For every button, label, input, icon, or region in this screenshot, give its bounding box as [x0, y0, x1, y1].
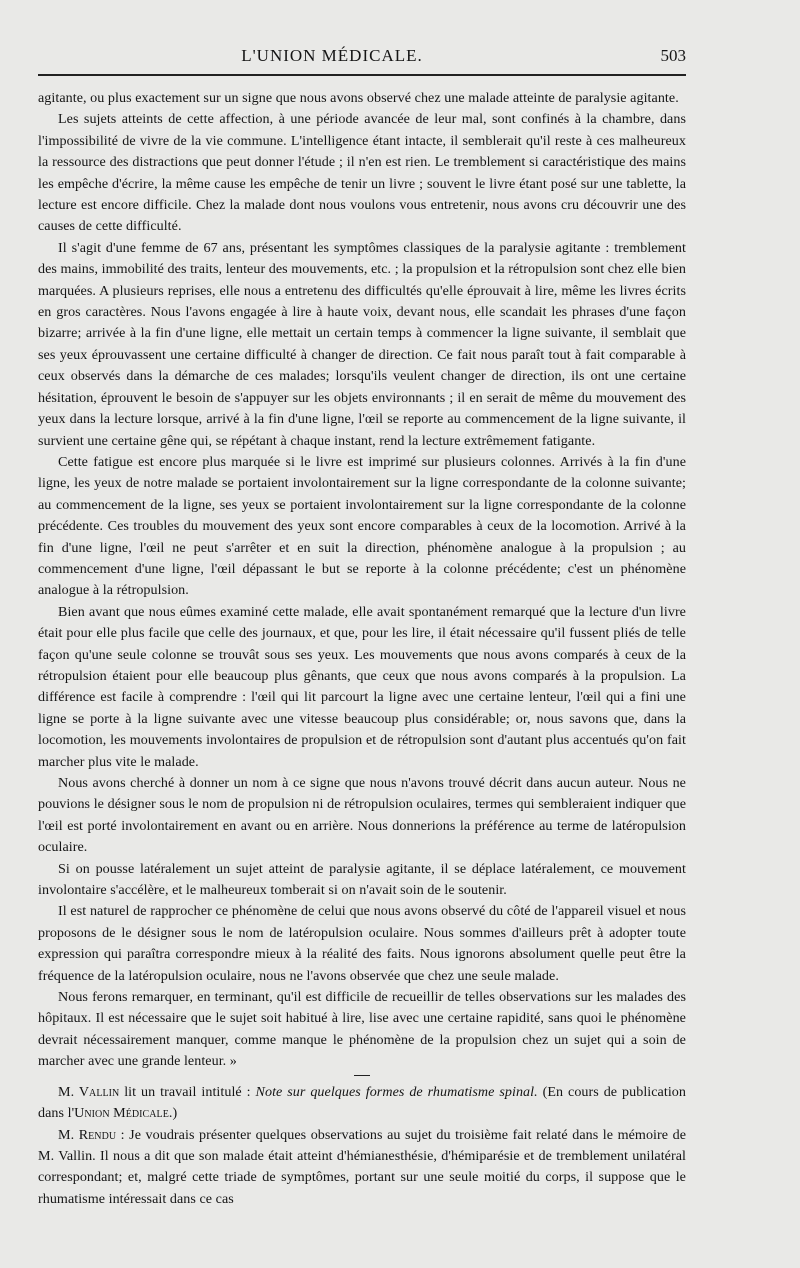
work-title: Note sur quelques formes de rhumatisme spinal.: [255, 1083, 538, 1100]
note-text: .): [168, 1105, 178, 1122]
paragraph: Il est naturel de rapprocher ce phénomène de celui que nous avons observé du côté de l'appareil visuel et nous proposons de le désigner sous le nom de latéropulsion oculaire. Nous sommes d'ailleurs prêt à adopter toute expression qui paraîtra correspondre mieux à la réalité des faits. Nous ignorons absolument quelle peut être la fréquence de la latéropulsion oculaire, nous ne l'avons observée que chez une seule malade.: [38, 903, 686, 984]
speaker-name: M. Vallin: [58, 1083, 120, 1100]
paragraph: Il s'agit d'une femme de 67 ans, présentant les symptômes classiques de la paralysie agitante : tremblement des mains, immobilité des traits, lenteur des mouvements, etc. ; la propulsion et la rétropulsion sont chez elle bien marquées. A plusieurs reprises, elle nous a entretenu des difficultés qu'elle éprouvait à lire, même les livres écrits en gros caractères. Nous l'avons engagée à lire à haute voix, devant nous, elle scandait les phrases d'une façon bizarre; arrivée à la fin d'une ligne, elle mettait un certain temps à commencer la ligne suivante, il semblait que ses yeux éprouvassent une certaine difficulté à changer de direction. Ce fait nous paraît tout à fait comparable à ceux observés dans la démarche de ces malades; lorsqu'ils veulent changer de direction, ils ont une certaine hésitation, éprouvent le besoin de s'appuyer sur les objets environnants ; il en serait de même du mouvement des yeux dans la lecture lorsque, arrivé à la fin d'une ligne, l'œil se reporte au commencement de la ligne suivante, il survient une certaine gêne qui, se répétant à chaque instant, rend la lecture extrêmement fatigante.: [38, 239, 686, 449]
paragraph: Nous avons cherché à donner un nom à ce signe que nous n'avons trouvé décrit dans aucun auteur. Nous ne pouvions le désigner sous le nom de propulsion ni de rétropulsion oculaires, termes qui sembleraient indiquer que l'œil est porté involontairement en avant ou en arrière. Nous donnerions la préférence au terme de latéropulsion oculaire.: [38, 775, 686, 856]
running-head: [38, 44, 686, 72]
journal-title: L'UNION MÉDICALE.: [241, 46, 423, 65]
paragraph: Cette fatigue est encore plus marquée si le livre est imprimé sur plusieurs colonnes. Arrivés à la fin d'une ligne, les yeux de notre malade se portaient involontairement sur la ligne correspondante de la colonne suivante; au commencement de la ligne, ses yeux se portaient involontairement sur la ligne correspondante de la colonne précédente. Ces troubles du mouvement des yeux sont encore comparables à ceux de la locomotion. Arrivé à la fin d'une ligne, l'œil ne peut s'arrêter et en suit la direction, phénomène analogue à la propulsion ; au commencement d'une ligne, l'œil dépassant le but se reporte à la colonne précédente; c'est un phénomène analogue à la rétropulsion.: [38, 453, 686, 599]
paragraph: Nous ferons remarquer, en terminant, qu'il est difficile de recueillir de telles observations sur les malades des hôpitaux. Il est nécessaire que le sujet soit habitué à lire, lise avec une certaine rapidité, sans quoi le phénomène devrait nécessairement manquer, comme manque le phénomène de la propulsion chez un sujet qui a soin de marcher avec une grande lenteur. »: [38, 989, 686, 1070]
rendu-note: [38, 1125, 686, 1211]
note-text: lit un travail intitulé :: [119, 1083, 256, 1100]
note-text: : Je voudrais présenter quelques observations au sujet du troisième fait relaté dans le mémoire de M. Vallin. Il nous a dit que son malade était atteint d'hémianesthésie, d'hémiparésie et de tremblement unilatéral correspondant; et, malgré cette triade de symptômes, portant sur une seule moitié du corps, il suppose que le rhumatisme intéressait dans ce cas: [38, 1126, 686, 1207]
paragraph: agitante, ou plus exactement sur un signe que nous avons observé chez une malade atteinte de paralysie agitante.: [38, 90, 679, 106]
speaker-name: M. Rendu: [58, 1126, 117, 1143]
note-text: (En cours de publication dans l': [38, 1083, 686, 1122]
vallin-note: [38, 1082, 686, 1125]
paragraph: Bien avant que nous eûmes examiné cette malade, elle avait spontanément remarqué que la lecture d'un livre était pour elle plus facile que celle des journaux, et que, pour les lire, il était nécessaire qu'il fussent pliés de telle façon qu'une seule colonne se trouvât sous ses yeux. Les mouvements que nous avons comparés à ceux de la rétropulsion étaient pour elle beaucoup plus gênants, que ceux que nous avons comparés à la propulsion. La différence est facile à comprendre : l'œil qui lit parcourt la ligne avec une certaine lenteur, l'œil qui a fini une ligne se porte à la ligne suivante avec une vitesse beaucoup plus considérable; or, nous savons que, dans la locomotion, les mouvements involontaires de propulsion et de rétropulsion sont d'autant plus accentués qu'on fait marcher plus vite le malade.: [38, 603, 686, 770]
header-rule: [38, 74, 686, 76]
section-separator: [354, 1075, 370, 1076]
paragraph: Les sujets atteints de cette affection, à une période avancée de leur mal, sont confinés à la chambre, dans l'impossibilité de vivre de la vie commune. L'intelligence étant intacte, il semblerait qu'il reste à ces malheureux la ressource des distractions que peut donner l'étude ; il n'en est rien. Le tremblement si caractéristique des mains les empêche d'écrire, la même cause les empêche de tenir un livre ; souvent le livre étant posé sur une tablette, la lecture est encore difficile. Chez la malade dont nous voulons vous entretenir, nous avons cru découvrir une des causes de cette difficulté.: [38, 111, 686, 235]
paragraph: Si on pousse latéralement un sujet atteint de paralysie agitante, il se déplace latéralement, ce mouvement involontaire s'accélère, et le malheureux tomberait si on n'avait soin de le soutenir.: [38, 860, 686, 899]
article-body: [38, 88, 686, 1210]
journal-name: Union Médicale: [74, 1105, 169, 1122]
page-number: 503: [660, 46, 686, 65]
